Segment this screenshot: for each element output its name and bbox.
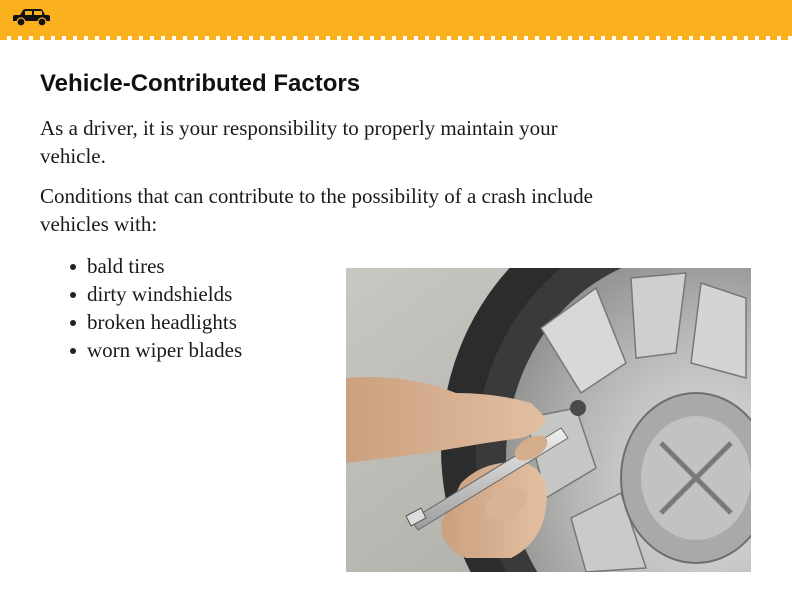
list-item-text: broken headlights [87,310,237,334]
hands-checking-tire-pressure-photo [346,268,751,572]
conditions-paragraph: Conditions that can contribute to the possibility of a crash include vehicles with: [40,184,593,236]
car-icon [10,8,52,28]
list-item-text: bald tires [87,254,165,278]
list-item [68,308,242,336]
bullet-icon [70,320,76,326]
bullet-icon [70,264,76,270]
list-item-text: worn wiper blades [87,338,243,362]
slide-title: Vehicle-Contributed Factors [40,70,361,97]
list-item [68,336,242,364]
header-bar [0,0,792,36]
bullet-icon [70,292,76,298]
header-bar-edge [0,36,792,40]
intro-paragraph: As a driver, it is your responsibility to properly maintain your vehicle. [40,116,558,168]
list-item [68,280,242,308]
list-item-text: dirty windshields [87,282,233,306]
bullet-icon [70,348,76,354]
condition-list [68,252,242,364]
list-item [68,252,242,280]
